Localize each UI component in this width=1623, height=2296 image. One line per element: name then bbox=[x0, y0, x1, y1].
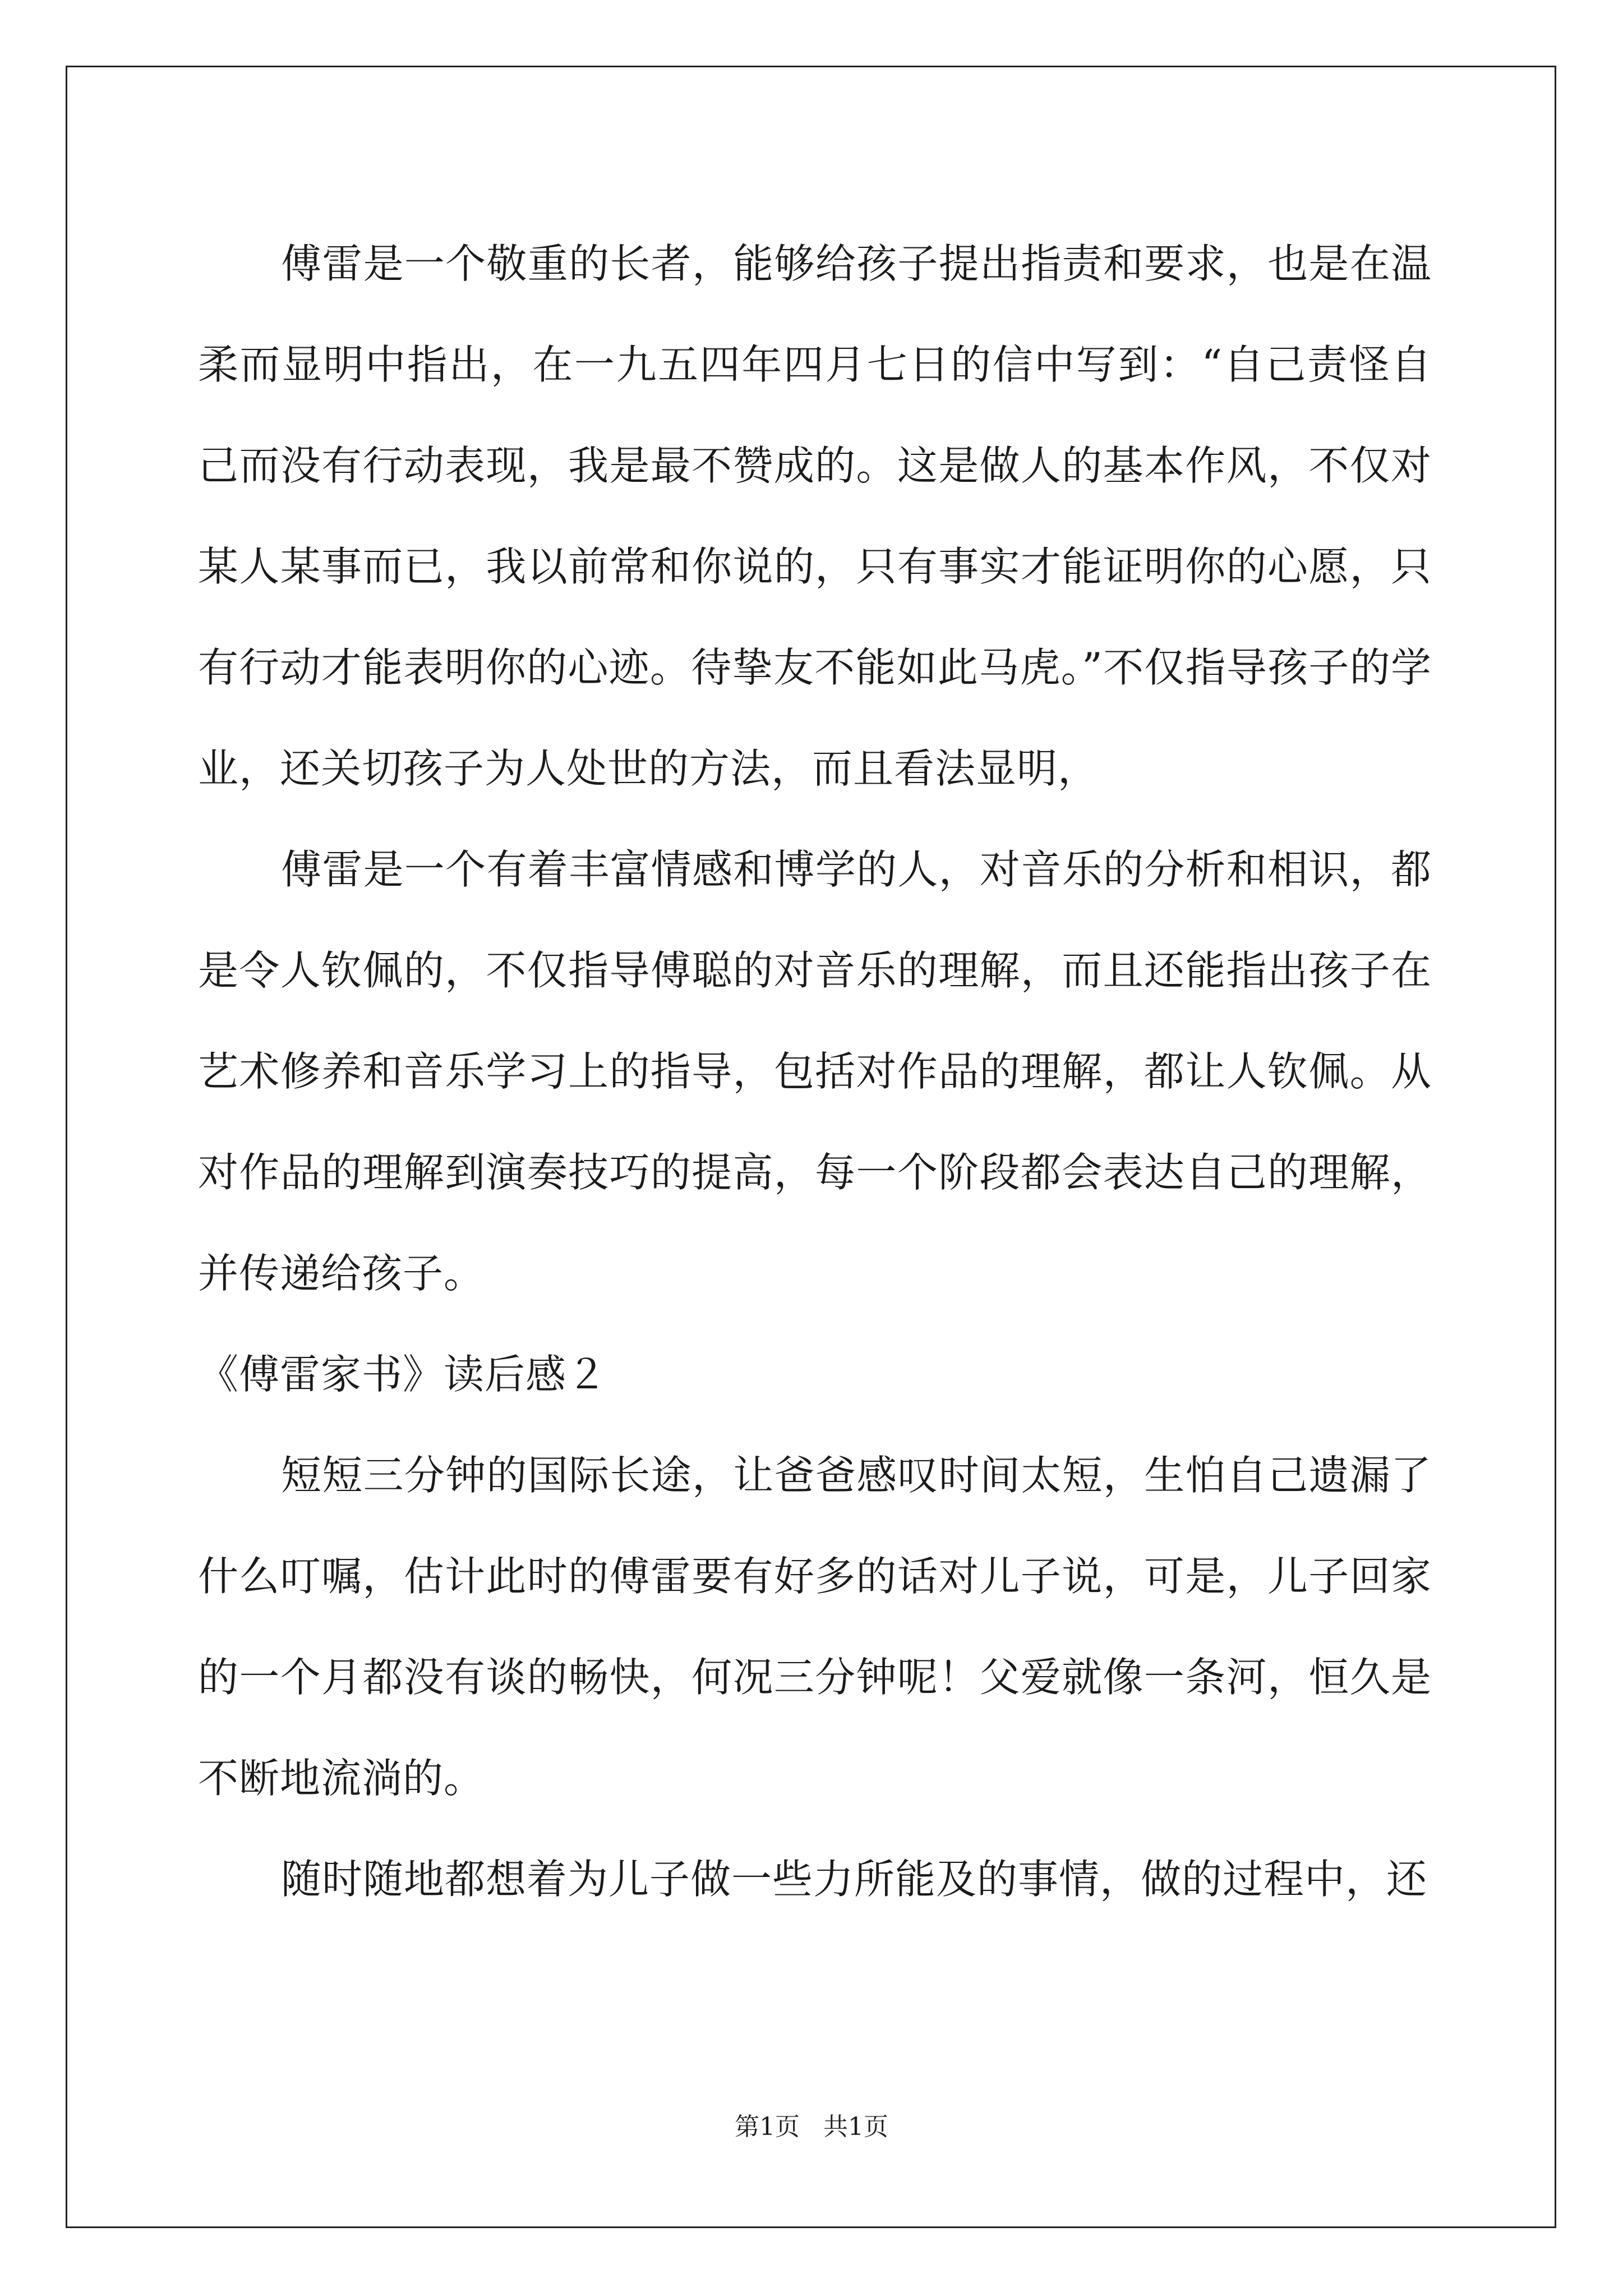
page-number: 第1页 bbox=[735, 2113, 800, 2141]
paragraph-2: 傅雷是一个有着丰富情感和博学的人，对音乐的分析和相识，都是令人钦佩的，不仅指导傅聪的对音乐的理解，而且还能指出孩子在艺术修养和音乐学习上的指导，包括对作品的理解，都让人钦佩。从对作品的理解到演奏技巧的提高，每一个阶段都会表达自己的理解，并传递给孩子。 bbox=[198, 846, 1432, 1297]
paragraph-4: 随时随地都想着为儿子做一些力所能及的事情，做的过程中，还 bbox=[281, 1856, 1428, 1903]
paragraph-1: 傅雷是一个敬重的长者，能够给孩子提出指责和要求，也是在温柔而显明中指出，在一九五四年四月七日的信中写到：“自己责怪自己而没有行动表现，我是最不赞成的。这是做人的基本作风，不仅对某人某事而已，我以前常和你说的，只有事实才能证明你的心愿，只有行动才能表明你的心迹。待挚友不能如此马虎。”不仅指导孩子的学业，还关切孩子为人处世的方法，而且看法显明， bbox=[198, 240, 1432, 792]
paragraph-3: 短短三分钟的国际长途，让爸爸感叹时间太短，生怕自己遗漏了什么叮嘱，估计此时的傅雷要有好多的话对儿子说，可是，儿子回家的一个月都没有谈的畅快，何况三分钟呢！父爱就像一条河，恒久是不断地流淌的。 bbox=[198, 1452, 1432, 1802]
document-body bbox=[198, 213, 1432, 1930]
section-heading: 《傅雷家书》读后感２ bbox=[198, 1351, 608, 1398]
page-footer bbox=[0, 2106, 1623, 2142]
page-total: 共1页 bbox=[823, 2113, 888, 2141]
